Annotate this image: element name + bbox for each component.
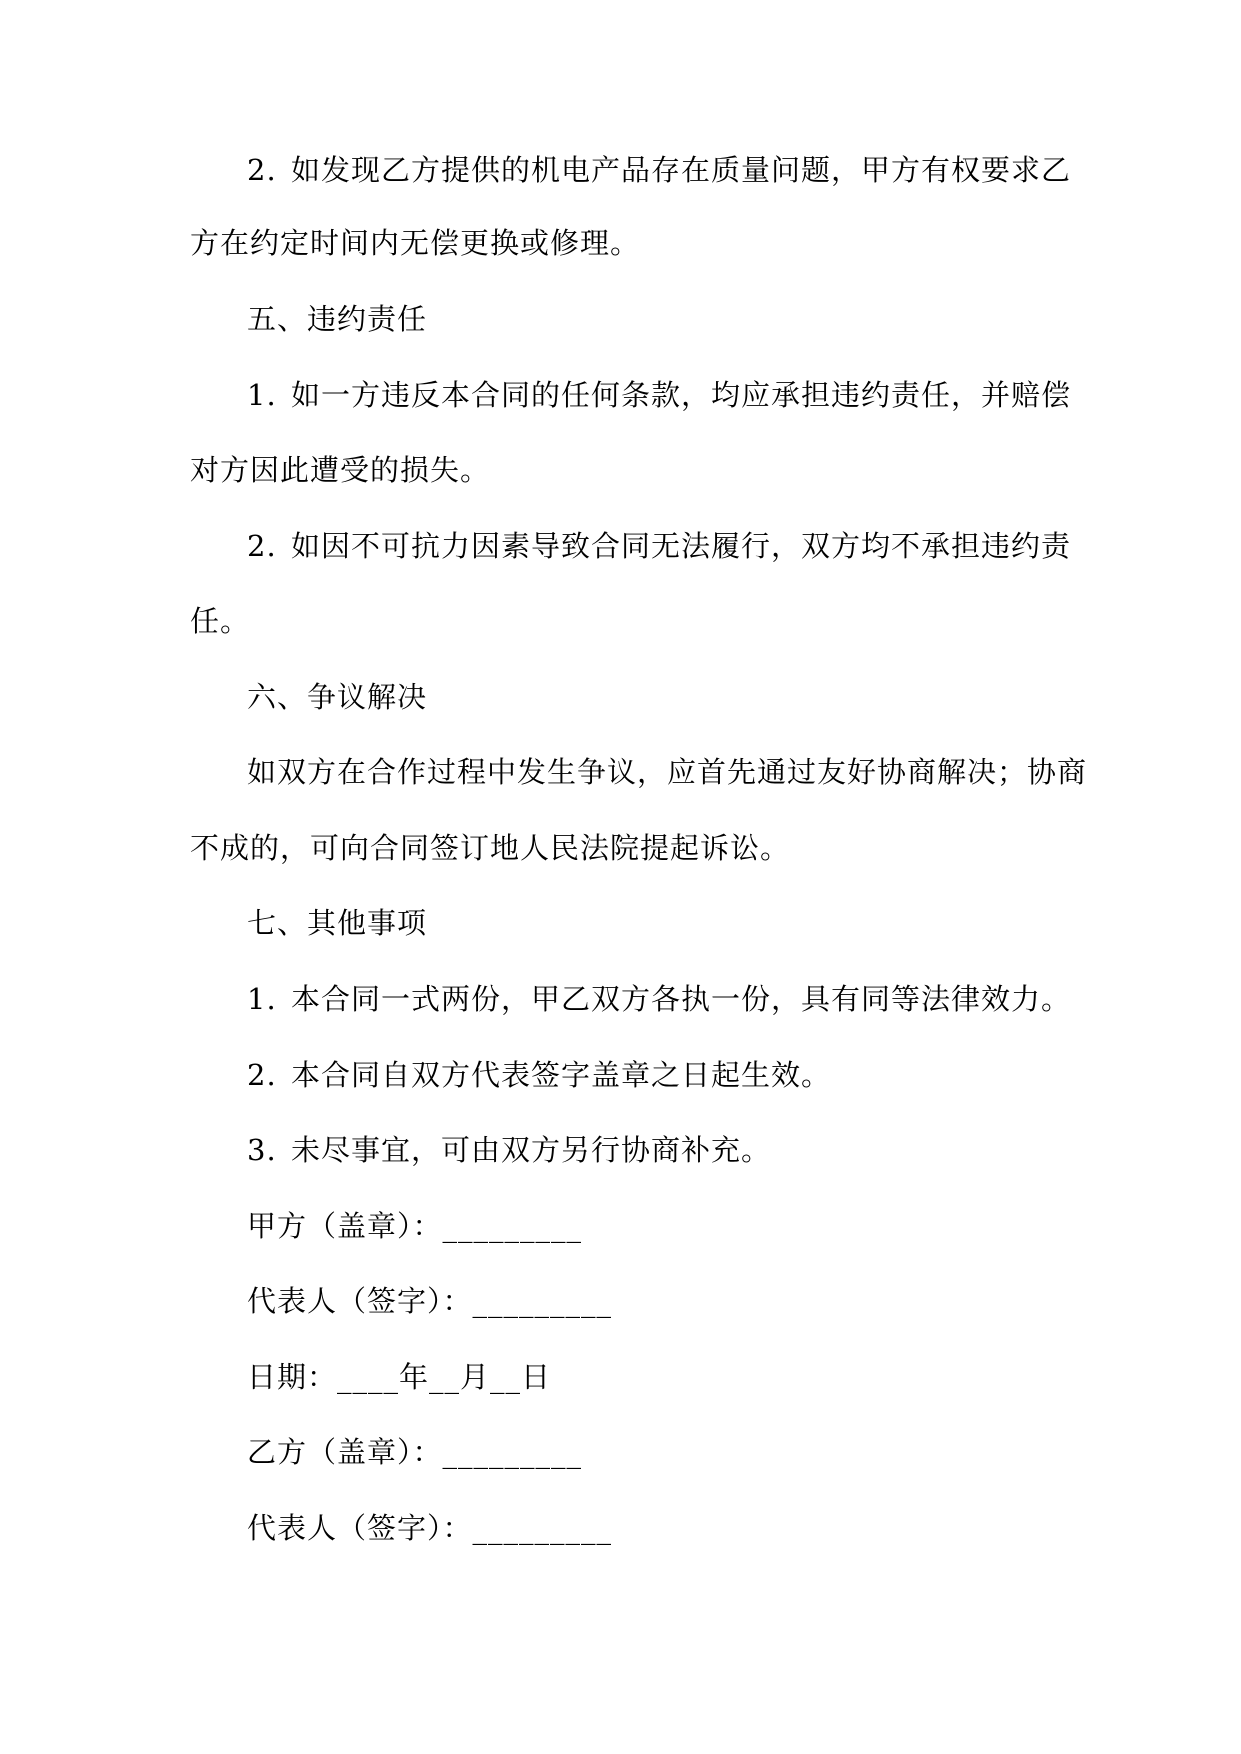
section-heading-liability: 五、违约责任 (247, 302, 428, 336)
dispute-paragraph-line-2: 不成的，可向合同签订地人民法院提起诉讼。 (190, 831, 791, 865)
liability-item-1-line-1 (247, 375, 1071, 415)
party-b-representative-line: 代表人（签字）：_________ (247, 1511, 613, 1545)
other-item-2 (247, 1055, 831, 1095)
item-text: 未尽事宜，可由双方另行协商补充。 (291, 1133, 772, 1167)
item-number: 2. (247, 529, 277, 563)
item-text: 如一方违反本合同的任何条款，均应承担违约责任，并赔偿 (291, 378, 1072, 412)
liability-item-2-line-1 (247, 526, 1071, 566)
quality-item-2-line-1 (247, 150, 1071, 190)
date-line: 日期：____年__月__日 (247, 1360, 552, 1394)
item-text: 本合同一式两份，甲乙双方各执一份，具有同等法律效力。 (291, 982, 1072, 1016)
dispute-paragraph-line-1: 如双方在合作过程中发生争议，应首先通过友好协商解决；协商 (247, 755, 1088, 789)
item-number: 2. (247, 1058, 277, 1092)
item-number: 1. (247, 378, 277, 412)
other-item-3 (247, 1130, 771, 1170)
liability-item-2-line-2: 任。 (190, 604, 251, 638)
item-text: 如发现乙方提供的机电产品存在质量问题，甲方有权要求乙 (291, 153, 1072, 187)
section-heading-dispute: 六、争议解决 (247, 680, 428, 714)
party-b-seal-line: 乙方（盖章）：_________ (247, 1435, 583, 1469)
other-item-1 (247, 979, 1071, 1019)
item-number: 2. (247, 153, 277, 187)
item-number: 3. (247, 1133, 277, 1167)
liability-item-1-line-2: 对方因此遭受的损失。 (190, 453, 491, 487)
party-a-seal-line: 甲方（盖章）：_________ (247, 1209, 583, 1243)
section-heading-other: 七、其他事项 (247, 906, 428, 940)
item-text: 本合同自双方代表签字盖章之日起生效。 (291, 1058, 832, 1092)
item-text: 如因不可抗力因素导致合同无法履行，双方均不承担违约责 (291, 529, 1072, 563)
item-number: 1. (247, 982, 277, 1016)
party-a-representative-line: 代表人（签字）：_________ (247, 1284, 613, 1318)
quality-item-2-line-2: 方在约定时间内无偿更换或修理。 (190, 226, 641, 260)
